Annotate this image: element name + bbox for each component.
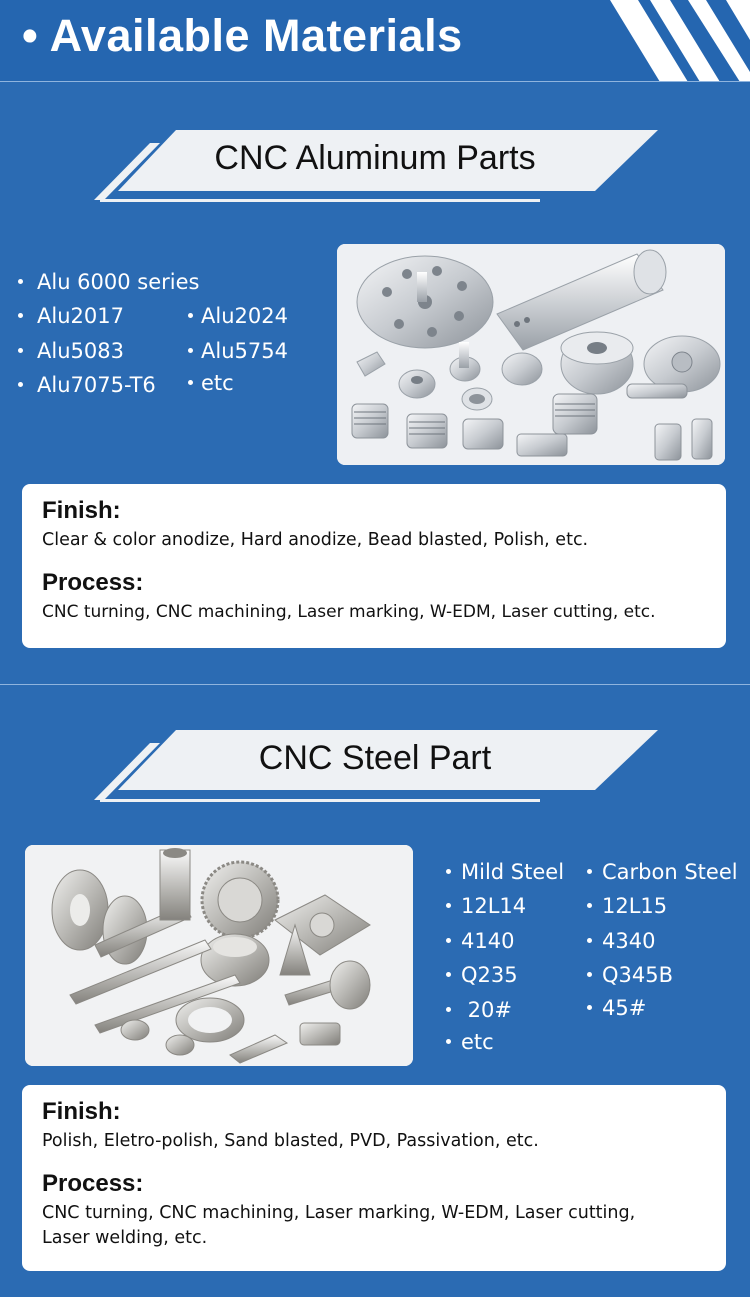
finish-text: Clear & color anodize, Hard anodize, Bead blasted, Polish, etc.: [42, 530, 589, 550]
aluminum-banner-title: CNC Aluminum Parts: [214, 139, 536, 177]
process-text: CNC turning, CNC machining, Laser marking, W-EDM, Laser cutting, etc.: [42, 602, 656, 622]
list-item: Alu2024: [188, 304, 288, 328]
list-item: 45#: [587, 996, 646, 1020]
finish-heading: Finish:: [42, 1098, 121, 1125]
list-item: 12L15: [587, 894, 667, 918]
page-title: • Available Materials: [22, 10, 463, 61]
aluminum-info-card: [22, 484, 726, 648]
steel-section: [0, 685, 750, 1297]
list-item: Q235: [446, 963, 518, 987]
list-item: Q345B: [587, 963, 673, 987]
steel-info-card: [22, 1085, 726, 1271]
header-stripes-decoration: [610, 0, 750, 82]
steel-banner-title: CNC Steel Part: [258, 739, 492, 777]
list-item: 4140: [446, 929, 514, 953]
list-item: Mild Steel: [446, 860, 564, 884]
process-heading: Process:: [42, 569, 144, 596]
page-header: [0, 0, 750, 82]
list-item: etc: [188, 371, 234, 395]
list-item: 4340: [587, 929, 655, 953]
finish-text: Polish, Eletro-polish, Sand blasted, PVD, Passivation, etc.: [42, 1131, 539, 1151]
process-text-line-1: CNC turning, CNC machining, Laser marking, W-EDM, Laser cutting,: [42, 1203, 636, 1223]
list-item: Alu 6000 series: [18, 270, 200, 294]
aluminum-parts-photo: [337, 244, 725, 465]
process-text-line-2: Laser welding, etc.: [42, 1228, 208, 1248]
list-item: Alu7075-T6: [18, 373, 156, 397]
list-item: 20#: [446, 998, 512, 1022]
list-item: Alu5754: [188, 339, 288, 363]
steel-parts-photo: [25, 845, 413, 1066]
list-item: etc: [446, 1030, 494, 1054]
finish-heading: Finish:: [42, 497, 121, 524]
list-item: Alu2017: [18, 304, 124, 328]
list-item: Alu5083: [18, 339, 124, 363]
process-heading: Process:: [42, 1170, 144, 1197]
aluminum-section: [0, 83, 750, 685]
list-item: 12L14: [446, 894, 526, 918]
list-item: Carbon Steel: [587, 860, 738, 884]
